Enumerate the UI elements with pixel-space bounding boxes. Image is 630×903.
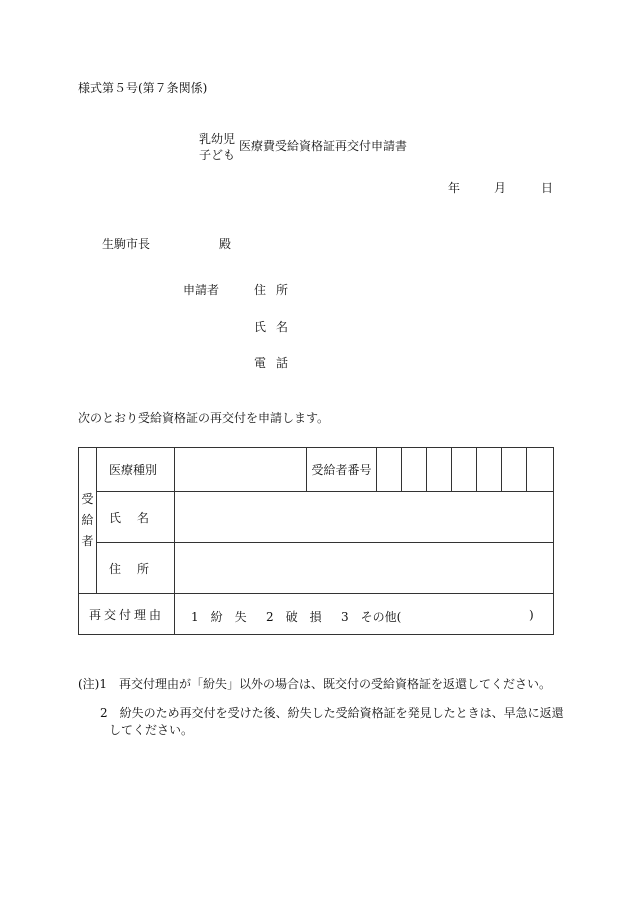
intro-text: 次のとおり受給資格証の再交付を申請します。	[78, 411, 330, 425]
reason-option-damaged[interactable]: 2 破 損	[266, 610, 322, 624]
applicant-address-label: 住所	[254, 283, 299, 297]
title-prefix	[199, 131, 235, 163]
recipient-number-digit-1[interactable]	[377, 448, 402, 492]
reissue-reason-label: 再交付理由	[79, 594, 175, 635]
note-2-line-2: してください。	[109, 723, 194, 737]
applicant-label: 申請者	[183, 283, 220, 297]
reissue-reason-options	[175, 594, 554, 635]
addressee-honorific: 殿	[219, 237, 232, 251]
recipient-address-field[interactable]	[175, 543, 554, 594]
medical-type-label: 医療種別	[97, 448, 175, 492]
applicant-phone-label: 電話	[254, 356, 299, 370]
recipient-name-label: 氏名	[97, 492, 175, 543]
note-1: (注)1 再交付理由が「紛失」以外の場合は、既交付の受給資格証を返還してください。	[78, 677, 552, 691]
form-number-label: 様式第５号(第７条関係)	[78, 81, 208, 95]
addressee-name: 生駒市長	[102, 237, 151, 251]
recipient-number-digit-7[interactable]	[527, 448, 554, 492]
recipient-header: 受 給 者	[79, 448, 97, 594]
note-2-line-1: 2 紛失のため再交付を受けた後、紛失した受給資格証を発見したときは、早急に返還	[100, 706, 564, 720]
application-table	[78, 447, 554, 635]
reason-option-lost[interactable]: 1 紛 失	[191, 610, 247, 624]
recipient-number-digit-3[interactable]	[427, 448, 452, 492]
recipient-number-digit-6[interactable]	[502, 448, 527, 492]
date-year: 年	[448, 181, 461, 195]
reason-option-other[interactable]: 3 その他(	[341, 610, 402, 624]
title-prefix-child: 子ども	[199, 148, 236, 162]
recipient-name-field[interactable]	[175, 492, 554, 543]
reason-other-close: )	[529, 608, 534, 622]
recipient-address-label: 住所	[97, 543, 175, 594]
title-prefix-infant: 乳幼児	[199, 132, 236, 146]
date-day: 日	[541, 181, 554, 195]
recipient-number-label: 受給者番号	[307, 448, 377, 492]
title-main: 医療費受給資格証再交付申請書	[239, 139, 408, 153]
applicant-name-label: 氏名	[254, 320, 299, 334]
medical-type-field[interactable]	[175, 448, 307, 492]
recipient-number-digit-5[interactable]	[477, 448, 502, 492]
date-month: 月	[494, 181, 507, 195]
recipient-number-digit-4[interactable]	[452, 448, 477, 492]
recipient-number-digit-2[interactable]	[402, 448, 427, 492]
